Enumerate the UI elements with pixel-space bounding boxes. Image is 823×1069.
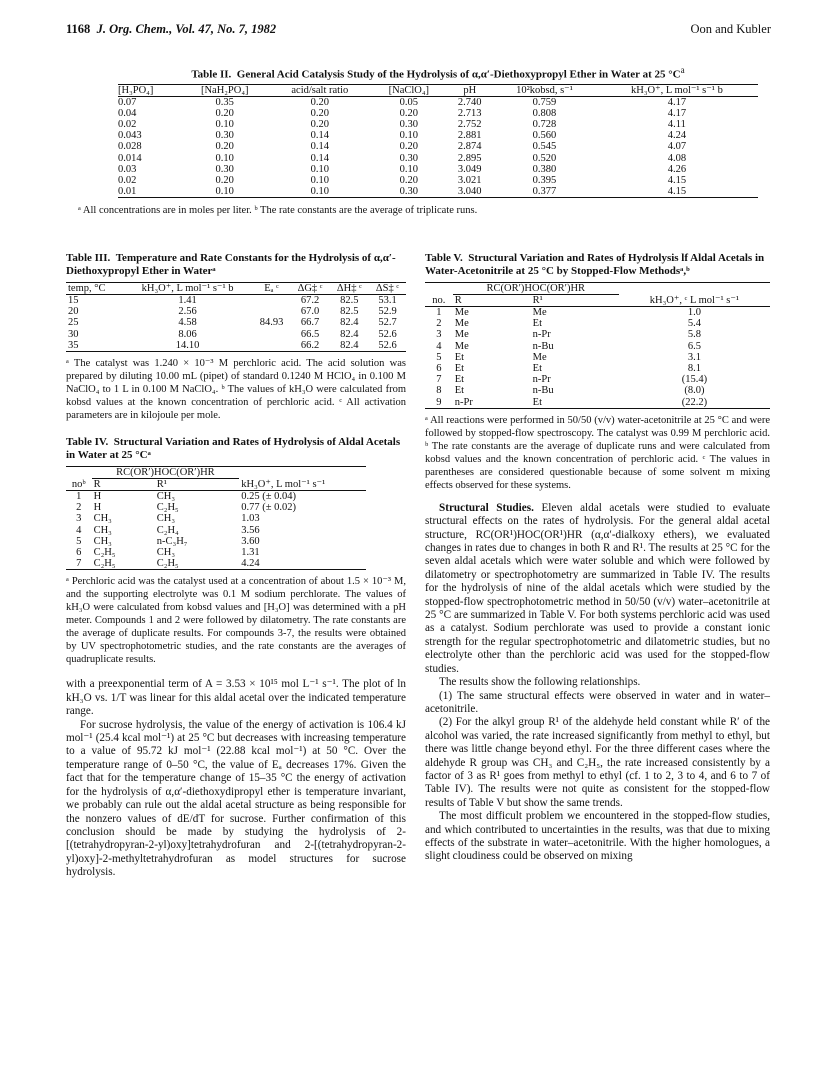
table-cell: 4.08 — [667, 152, 687, 164]
right-paragraph-4: (2) For the alkyl group R¹ of the aldehyde held constant while R′ of the alcohol was varied, the rate increased significantly from methyl to ethyl, but there was little change beyond ethyl. For the three different cases where the aldehyde R group was CH₃ and C₂H₅, the rate increased consistently by a factor of 3 as R¹ goes from methyl to ethyl (cf. 1 to 2, 3 to 4, and 6 to 7 of Table IV). The results were not quite as consistent for the stopped-flow results of Table V but show the same trends. — [425, 716, 770, 809]
table-cell: 0.14 — [310, 130, 329, 142]
table2-header-cell: [H₃PO₄] — [118, 84, 154, 96]
table-row — [425, 363, 770, 374]
table-row — [66, 329, 406, 340]
table-row — [66, 502, 366, 513]
table-row — [66, 536, 366, 547]
table-cell: 4.07 — [667, 141, 687, 153]
table-2-header-row — [118, 84, 758, 96]
table-cell: 84.93 — [259, 317, 284, 329]
table-cell: 8.1 — [687, 363, 701, 375]
table-cell: 2.874 — [457, 141, 482, 153]
table-cell: 5.4 — [687, 318, 701, 330]
table-cell: n-Pr — [532, 374, 551, 386]
table-cell: 82.4 — [340, 339, 359, 351]
table-cell: 0.20 — [310, 119, 329, 131]
table2-header-cell: kH₃O⁺, L mol⁻¹ s⁻¹ b — [631, 84, 723, 96]
table-cell: 1.41 — [178, 295, 197, 306]
table-cell: 4.24 — [667, 130, 687, 142]
table-cell: 5 — [436, 351, 442, 363]
table-row — [66, 491, 366, 503]
table-cell: 4.58 — [178, 317, 197, 329]
table-cell: 2 — [436, 318, 442, 330]
table-cell: 82.4 — [340, 328, 359, 340]
table-5-group-header: RC(OR′)HOC(OR′)HR — [453, 283, 619, 295]
table2-header-cell: acid/salt ratio — [291, 84, 349, 96]
table-cell — [253, 295, 291, 307]
table-cell: Et — [532, 318, 542, 330]
table-cell: 0.77 (± 0.02) — [241, 502, 297, 514]
table-cell: 0.808 — [532, 107, 557, 119]
table-cell: Et — [532, 363, 542, 375]
table-cell: Et — [454, 374, 465, 386]
table-cell: 0.20 — [215, 141, 234, 153]
table-row — [425, 397, 770, 409]
table-cell: 5 — [76, 535, 82, 547]
table-cell: 15 — [68, 295, 79, 306]
table-cell: 1 — [436, 307, 442, 318]
table3-header-cell: ΔS‡ ᶜ — [375, 283, 400, 294]
table-cell: 20 — [68, 306, 79, 318]
table-2-caption — [118, 65, 758, 81]
table-cell: 0.10 — [399, 130, 419, 142]
table-cell: n-Pr — [532, 329, 551, 341]
table-cell: Et — [454, 385, 465, 397]
table-cell: n-Pr — [454, 396, 473, 408]
table-3-footnote: ᵃ The catalyst was 1.240 × 10⁻³ M perchloric acid. The acid solution was prepared by diluting 10.00 mL (pipet) of standard 0.1240 M HClO₄ in 0.100 M NaClO₄ to 1 L in 0.100 M NaClO₄. ᵇ The values of kH₃O were calculated from kobsd values at the known concentration of perchloric acid. ᶜ All activation parameters are in kilojoule per mole. — [66, 358, 406, 422]
table-cell: 3 — [436, 329, 442, 341]
table-cell: CH₃ — [93, 524, 112, 536]
table-cell: 0.30 — [215, 163, 234, 175]
table-5-header-row — [425, 295, 770, 307]
table-cell: 4 — [436, 340, 442, 352]
table-cell: 0.10 — [215, 186, 234, 198]
table-cell: CH₃ — [156, 547, 176, 559]
table-cell: n-C₃H₇ — [156, 535, 188, 547]
table-5-caption — [425, 252, 770, 278]
table-row — [118, 130, 758, 141]
table-cell: Me — [454, 329, 469, 341]
table-cell: C₂H₄ — [156, 524, 179, 536]
table-cell: 30 — [68, 328, 79, 340]
table4-header-cell: noᵇ — [71, 479, 86, 491]
table-row — [66, 306, 406, 317]
right-paragraph-5: The most difficult problem we encountered in the stopped-flow studies, and which contributed to uncertainties in the results, was that due to mixing effects of the substrate in water–acetonitrile. With the higher homologues, a slight cloudiness could be observed on mixing — [425, 810, 770, 863]
table-cell: 7 — [76, 558, 82, 570]
table-cell: 4 — [76, 524, 82, 536]
table-cell: Me — [454, 307, 469, 318]
table-cell: 0.728 — [532, 119, 557, 131]
table-row — [118, 108, 758, 119]
table3-header-cell: temp, °C — [68, 283, 106, 294]
table-cell: 4.17 — [667, 107, 687, 119]
header-left — [66, 22, 276, 37]
table-cell: 66.2 — [300, 339, 320, 351]
table-row — [118, 141, 758, 152]
right-column — [425, 252, 770, 864]
table-cell: 14.10 — [175, 339, 200, 351]
left-paragraph-1: with a preexponential term of A = 3.53 × 10¹⁵ mol L⁻¹ s⁻¹. The plot of ln kH₃O vs. 1/T was linear for this aldal acetal over the indicated temperature range. — [66, 678, 406, 718]
table-row — [425, 374, 770, 385]
table-row — [425, 329, 770, 340]
table-row — [66, 558, 366, 570]
table-cell: 0.20 — [310, 96, 329, 108]
table-cell: 3.040 — [457, 186, 482, 198]
table-row — [118, 153, 758, 164]
section-title: Structural Studies. — [439, 501, 534, 514]
table-cell: 82.5 — [340, 306, 359, 318]
table-cell: (22.2) — [681, 396, 708, 408]
table-cell: 0.395 — [532, 175, 557, 187]
table-cell: 0.05 — [399, 96, 419, 108]
table-cell: Et — [454, 363, 465, 375]
table-cell: n-Bu — [532, 385, 554, 397]
table-cell: 0.10 — [215, 119, 234, 131]
table5-header-cell: R¹ — [532, 295, 543, 306]
table-cell: 0.014 — [118, 152, 142, 164]
table-cell: 0.10 — [310, 175, 329, 187]
table-cell — [253, 306, 291, 317]
table-cell: 0.20 — [310, 107, 329, 119]
table-cell: 25 — [68, 317, 79, 329]
table-2-grid — [118, 84, 758, 199]
table-cell: 3 — [76, 513, 82, 525]
table-cell: CH₃ — [156, 513, 176, 525]
header-authors: Oon and Kubler — [690, 22, 771, 36]
table-row — [66, 525, 366, 536]
table-cell: 0.759 — [532, 96, 557, 108]
table-4-header-row — [66, 479, 366, 491]
table-cell: (8.0) — [684, 385, 705, 397]
table-3-title: Temperature and Rate Constants for the Hydrolysis of α,α′-Diethoxypropyl Ether in Waterᵃ — [66, 252, 396, 277]
table-2-footnote: ᵃ All concentrations are in moles per liter. ᵇ The rate constants are the average of triplicate runs. — [78, 205, 478, 217]
table-cell: 3.56 — [241, 524, 260, 536]
table-cell: 2.740 — [457, 96, 482, 108]
page-number: 1168 — [66, 22, 91, 36]
table-cell: 0.20 — [399, 175, 419, 187]
table-cell: 82.4 — [340, 317, 359, 329]
table-cell: 0.560 — [532, 130, 557, 142]
table-row — [425, 385, 770, 396]
table-cell: Et — [454, 351, 465, 363]
table-cell: Et — [532, 396, 542, 408]
table-2-title: General Acid Catalysis Study of the Hydrolysis of α,α′-Diethoxypropyl Ether in Water at 25 °C — [236, 68, 681, 81]
table4-header-cell: kH₃O⁺, L mol⁻¹ s⁻¹ — [241, 479, 326, 491]
table-cell: 53.1 — [378, 295, 397, 306]
table-cell: 7 — [436, 374, 442, 386]
table-cell: 0.02 — [118, 119, 137, 131]
table5-header-cell: kH₃O⁺, ᶜ L mol⁻¹ s⁻¹ — [649, 295, 740, 306]
table-row — [425, 307, 770, 319]
table-5-group-row — [425, 283, 770, 295]
table-row — [425, 341, 770, 352]
journal-citation: J. Org. Chem., Vol. 47, No. 7, 1982 — [96, 22, 277, 36]
table-cell: 66.7 — [300, 317, 320, 329]
table-cell: 0.380 — [532, 163, 557, 175]
table-cell: 0.14 — [310, 152, 329, 164]
table-cell: C₂H₅ — [156, 558, 179, 570]
table-5-label: Table V. — [425, 252, 463, 264]
table-row — [118, 164, 758, 175]
table-cell: 66.5 — [300, 328, 320, 340]
table-cell: 4.26 — [667, 163, 687, 175]
table-cell: 0.20 — [399, 141, 419, 153]
table-cell: 4.24 — [241, 558, 260, 570]
table-cell: Me — [532, 351, 547, 363]
table-cell: 6 — [436, 363, 442, 375]
table-3-label: Table III. — [66, 252, 111, 264]
table-cell: 2.895 — [457, 152, 482, 164]
table-cell — [253, 340, 291, 352]
table-cell: 67.0 — [300, 306, 320, 318]
table2-header-cell: [NaH₂PO₄] — [200, 84, 249, 96]
table-cell: H — [93, 502, 102, 514]
table-2-label: Table II. — [191, 68, 232, 81]
table2-header-cell: pH — [463, 84, 477, 96]
table-row — [66, 547, 366, 558]
table-row — [66, 317, 406, 328]
right-paragraph-2: The results show the following relationships. — [439, 676, 641, 689]
table-cell: 67.2 — [300, 295, 320, 306]
table-cell: 0.028 — [118, 141, 142, 153]
table-cell: 0.30 — [399, 119, 419, 131]
table-cell: CH₃ — [93, 535, 112, 547]
left-body-text — [66, 678, 406, 879]
table-cell: 0.545 — [532, 141, 557, 153]
table-2-title-sup: a — [680, 65, 685, 75]
table-row — [118, 175, 758, 186]
table-cell: 0.35 — [215, 96, 234, 108]
table-5-title: Structural Variation and Rates of Hydrolysis lf Aldal Acetals in Water-Acetonitrile at 25 °C by Stopped-Flow Methodsᵃ,ᵇ — [425, 252, 765, 277]
table-row — [118, 119, 758, 130]
running-header — [66, 22, 771, 38]
table-3-caption — [66, 252, 406, 278]
table2-header-cell: 10²kobsd, s⁻¹ — [516, 84, 573, 96]
table-cell: 3.021 — [457, 175, 482, 187]
table-cell: 2.752 — [457, 119, 482, 131]
right-paragraph-3: (1) The same structural effects were observed in water and in water–acetonitrile. — [425, 689, 770, 715]
table-row — [66, 513, 366, 524]
table-cell: 1.0 — [687, 307, 701, 318]
table-cell: 0.20 — [215, 107, 234, 119]
table-4-caption — [66, 436, 406, 462]
table-cell: 0.20 — [399, 107, 419, 119]
table-cell: 0.10 — [399, 163, 419, 175]
table-cell: 0.14 — [310, 141, 329, 153]
table-cell: 5.8 — [687, 329, 701, 341]
table-cell: 3.1 — [687, 351, 701, 363]
table-5-footnote: ᵃ All reactions were performed in 50/50 (v/v) water-acetonitrile at 25 °C and were followed by stopped-flow spectroscopy. The catalyst was 0.99 M perchloric acid. ᵇ The rate constants are the average of duplicate runs and were calculated from kobsd values and the known concentration of perchloric acid. ᶜ The values in parentheses are considered questionable because of some solvent m mixing effects observed for these systems. — [425, 414, 770, 491]
table-cell: 4.15 — [667, 175, 687, 187]
table-4-group-header: RC(OR′)HOC(OR′)HR — [92, 467, 240, 479]
table-cell: CH₃ — [156, 491, 176, 503]
table-cell: 52.7 — [378, 317, 397, 329]
table-2 — [78, 65, 758, 217]
table-cell: 0.01 — [118, 186, 137, 198]
table-cell: 6 — [76, 547, 82, 559]
table-cell: 6.5 — [687, 340, 701, 352]
table-cell: C₂H₅ — [93, 558, 116, 570]
table-cell: 0.30 — [215, 130, 234, 142]
table-cell: 1.03 — [241, 513, 260, 525]
table-cell: 0.20 — [215, 175, 234, 187]
table-3-grid — [66, 282, 406, 352]
table-cell: 82.5 — [340, 295, 359, 306]
table-4-grid — [66, 466, 366, 570]
table-cell: Me — [454, 318, 469, 330]
table-cell: 3.049 — [457, 163, 482, 175]
left-column — [66, 252, 406, 880]
table-cell: 0.377 — [532, 186, 557, 198]
table-cell: 2.713 — [457, 107, 482, 119]
table-cell: 0.520 — [532, 152, 557, 164]
table-cell: 0.04 — [118, 107, 137, 119]
table4-header-cell: R — [93, 479, 101, 491]
table-cell: 52.9 — [378, 306, 397, 318]
table-cell: C₂H₅ — [156, 502, 179, 514]
table3-header-cell: kH₃O⁺, L mol⁻¹ s⁻¹ b — [141, 283, 234, 294]
table-cell: (15.4) — [681, 374, 708, 386]
table-cell: C₂H₅ — [93, 547, 116, 559]
table-cell — [253, 329, 291, 340]
table5-header-cell: R — [454, 295, 462, 306]
table2-header-cell: [NaClO₄] — [388, 84, 430, 96]
table-row — [118, 186, 758, 198]
table-4-title: Structural Variation and Rates of Hydrolysis of Aldal Acetals in Water at 25 °Cᵃ — [66, 436, 401, 462]
table-cell: 0.02 — [118, 175, 137, 187]
table-row — [66, 340, 406, 352]
right-body-text — [425, 502, 770, 864]
table-4-footnote: ᵃ Perchloric acid was the catalyst used at a concentration of about 1.5 × 10⁻³ M, and the supporting electrolyte was 0.1 M sodium perchlorate. The values of kH₃O were calculated from kobsd values and [H₃O] was determined with a pH meter. Compounds 1 and 2 were followed by dilatometry. The rate constants are the average of duplicate results. For compounds 3-7, the results were obtained by UV spectrophotometric studies, and the rate constants are the averages of quadruplicate results. — [66, 576, 406, 666]
table-cell: 0.03 — [118, 163, 137, 175]
table-4-group-row — [66, 467, 366, 479]
table-cell: H — [93, 491, 102, 503]
table-cell: CH₃ — [93, 513, 112, 525]
table-4-label: Table IV. — [66, 436, 109, 449]
table-5-grid — [425, 282, 770, 409]
table-cell: 4.17 — [667, 96, 687, 108]
table-3-header-row — [66, 283, 406, 295]
right-paragraph-1 — [425, 502, 770, 676]
table-cell: 0.10 — [310, 163, 329, 175]
table4-header-cell: R¹ — [156, 479, 167, 491]
table-cell: 3.60 — [241, 535, 260, 547]
table-cell: 0.10 — [310, 186, 329, 198]
table-cell: 52.6 — [378, 339, 397, 351]
table-cell: 52.6 — [378, 328, 397, 340]
table-cell: 8.06 — [178, 328, 197, 340]
table-cell: 2 — [76, 502, 82, 514]
table-cell: 0.043 — [118, 130, 142, 142]
table-cell: 0.30 — [399, 152, 419, 164]
table-row — [425, 352, 770, 363]
table-cell: 0.07 — [118, 96, 137, 108]
table-row — [425, 318, 770, 329]
table-cell: 4.11 — [667, 119, 686, 131]
table-cell: 9 — [436, 396, 442, 408]
table-cell: 35 — [68, 339, 79, 351]
table-cell: 0.10 — [215, 152, 234, 164]
table-cell: Me — [454, 340, 469, 352]
table-cell: 1 — [76, 491, 82, 503]
table3-header-cell: ΔG‡ ᶜ — [297, 283, 323, 294]
table-cell: 4.15 — [667, 186, 687, 198]
table-cell: 1.31 — [241, 547, 260, 559]
left-paragraph-2: For sucrose hydrolysis, the value of the energy of activation is 106.4 kJ mol⁻¹ (25.4 kcal mol⁻¹) at 25 °C but decreases with increasing temperature to a value of 95.72 kJ mol⁻¹ (22.88 kcal mol⁻¹) at 50 °C. Over the temperature range of 0–50 °C, the value of Eₐ decreases 17%. Given the fact that for the temperature change of 15–35 °C the energy of activation for the hydrolysis of α,α′-diethoxydipropyl ether is temperature invariant, we probably can rule out the aldal acetal structure as being responsible for the nonzero values of dE/dT for sucrose. Further confirmation of this conclusion should be made by studying the hydrolysis of 2-[(tetrahydropyran-2-yl)oxy]tetrahydrofuran and 2-[(tetrahydropyran-2-yl)oxy]-2-methyltetrahydrofuran as model structures for sucrose hydrolysis. — [66, 718, 406, 879]
table-cell: Me — [532, 307, 547, 318]
table-cell: 0.25 (± 0.04) — [241, 491, 297, 503]
table-cell: n-Bu — [532, 340, 554, 352]
table-row — [118, 96, 758, 108]
table-cell: 8 — [436, 385, 442, 397]
table-cell: 2.881 — [457, 130, 482, 142]
table3-header-cell: Eₐ ᶜ — [264, 283, 279, 294]
table-cell: 2.56 — [178, 306, 197, 318]
right-paragraph-1-text: Eleven aldal acetals were studied to evaluate structural effects on the rates of hydrolysis. For the general aldal acetal structure, RC(OR¹)HOC(OR¹)HR (α,α′-dialkoxy ethers), we evaluated changes in rates due to changes in both R and R¹. The results at 25 °C for the seven aldal acetals which were water soluble and which were followed by dilatometry or spectrophotometry are summarized in Table IV. The results for the hydrolysis of nine of the aldal acetals which were studied by the stopped-flow spectrophotometric method in 50/50 (v/v) water–acetonitrile at 25 °C are summarized in Table V. For both systems perchloric acid was used as a catalyst. Sodium perchlorate was used to provide a constant ionic strength for the regular spectrophotometric and dilatometric studies, but no electrolyte other than the perchloric acid was used for the stopped-flow studies. — [425, 501, 771, 675]
table-cell: 0.30 — [399, 186, 419, 198]
table5-header-cell: no. — [432, 295, 446, 306]
table-row — [66, 295, 406, 307]
table3-header-cell: ΔH‡ ᶜ — [336, 283, 362, 294]
